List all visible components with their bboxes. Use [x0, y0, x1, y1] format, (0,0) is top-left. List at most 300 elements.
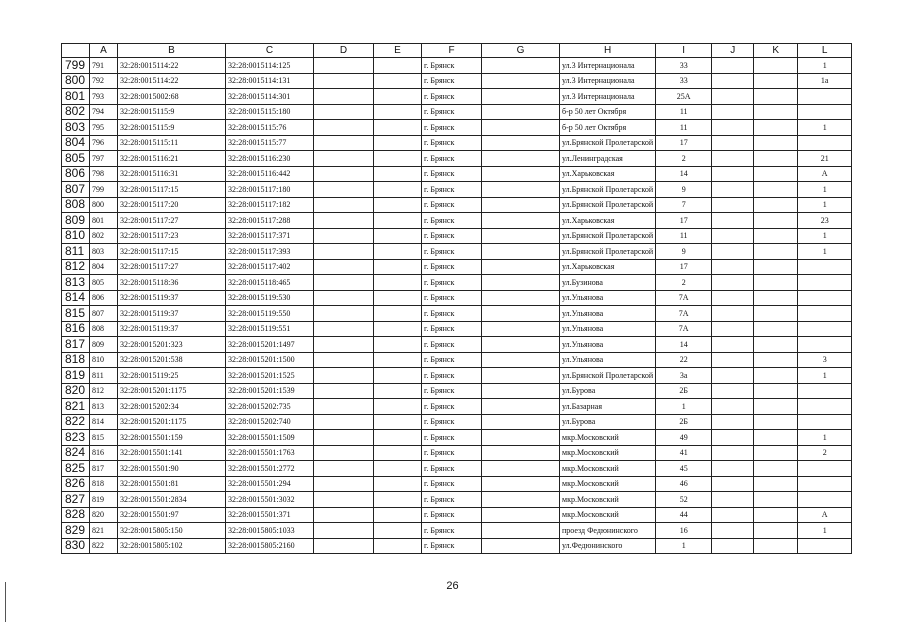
cell-e [374, 182, 422, 198]
table-row [62, 259, 852, 275]
cell-j [712, 290, 754, 306]
row-number: 827 [62, 492, 90, 508]
cell-h: ул.Брянской Пролетарской [560, 244, 656, 260]
cell-k [754, 399, 798, 415]
cell-c: 32:28:0015115:76 [226, 120, 314, 136]
cell-h: ул.Бузинова [560, 275, 656, 291]
row-number: 817 [62, 337, 90, 353]
cell-h: ул.Бурова [560, 414, 656, 430]
cell-k [754, 104, 798, 120]
cell-f: г. Брянск [422, 507, 482, 523]
cell-d [314, 368, 374, 384]
cell-e [374, 538, 422, 554]
cell-f: г. Брянск [422, 414, 482, 430]
cell-l [798, 89, 852, 105]
cell-k [754, 507, 798, 523]
cell-d [314, 352, 374, 368]
cell-l [798, 414, 852, 430]
page-number: 26 [446, 580, 459, 592]
row-number: 830 [62, 538, 90, 554]
cell-d [314, 523, 374, 539]
cell-j [712, 461, 754, 477]
cell-g [482, 337, 560, 353]
cell-d [314, 445, 374, 461]
cell-a: 819 [90, 492, 118, 508]
cell-h: мкр.Московский [560, 445, 656, 461]
cell-j [712, 182, 754, 198]
cell-h: ул.Ульянова [560, 290, 656, 306]
cell-c: 32:28:0015201:1497 [226, 337, 314, 353]
cell-b: 32:28:0015201:1175 [118, 414, 226, 430]
cell-b: 32:28:0015501:159 [118, 430, 226, 446]
table-row [62, 275, 852, 291]
cell-g [482, 321, 560, 337]
cell-d [314, 166, 374, 182]
row-number: 826 [62, 476, 90, 492]
cell-g [482, 120, 560, 136]
cell-h: ул.Бурова [560, 383, 656, 399]
cell-a: 791 [90, 58, 118, 74]
cell-g [482, 197, 560, 213]
cell-a: 801 [90, 213, 118, 229]
cell-e [374, 135, 422, 151]
cell-a: 803 [90, 244, 118, 260]
table-row [62, 104, 852, 120]
cell-e [374, 321, 422, 337]
table-row [62, 337, 852, 353]
cell-b: 32:28:0015501:97 [118, 507, 226, 523]
cell-b: 32:28:0015805:150 [118, 523, 226, 539]
cell-k [754, 414, 798, 430]
cell-a: 806 [90, 290, 118, 306]
cell-c: 32:28:0015201:1539 [226, 383, 314, 399]
cell-b: 32:28:0015118:36 [118, 275, 226, 291]
cell-f: г. Брянск [422, 228, 482, 244]
cell-l: 3 [798, 352, 852, 368]
cell-b: 32:28:0015119:25 [118, 368, 226, 384]
cell-l: 1 [798, 228, 852, 244]
cell-h: ул.3 Интернационала [560, 73, 656, 89]
cell-h: ул.Ульянова [560, 352, 656, 368]
cell-c: 32:28:0015117:288 [226, 213, 314, 229]
cell-k [754, 430, 798, 446]
cell-l: 1 [798, 523, 852, 539]
cell-j [712, 492, 754, 508]
cell-d [314, 492, 374, 508]
cell-h: проезд Федюнинского [560, 523, 656, 539]
cell-b: 32:28:0015501:81 [118, 476, 226, 492]
cell-k [754, 445, 798, 461]
table-row [62, 182, 852, 198]
row-number: 825 [62, 461, 90, 477]
cell-d [314, 337, 374, 353]
cell-d [314, 135, 374, 151]
cell-i: 49 [656, 430, 712, 446]
cell-c: 32:28:0015116:230 [226, 151, 314, 167]
cell-b: 32:28:0015201:1175 [118, 383, 226, 399]
cell-c: 32:28:0015805:1033 [226, 523, 314, 539]
row-number: 829 [62, 523, 90, 539]
cell-i: 1 [656, 399, 712, 415]
row-number: 800 [62, 73, 90, 89]
cell-j [712, 306, 754, 322]
row-number: 806 [62, 166, 90, 182]
table-row [62, 120, 852, 136]
cell-i: 2Б [656, 383, 712, 399]
cell-g [482, 538, 560, 554]
table-row [62, 352, 852, 368]
cell-a: 796 [90, 135, 118, 151]
cell-j [712, 104, 754, 120]
cell-k [754, 368, 798, 384]
cell-a: 822 [90, 538, 118, 554]
cell-f: г. Брянск [422, 290, 482, 306]
table-row [62, 445, 852, 461]
cell-c: 32:28:0015115:180 [226, 104, 314, 120]
cell-f: г. Брянск [422, 523, 482, 539]
row-number: 820 [62, 383, 90, 399]
cell-c: 32:28:0015202:735 [226, 399, 314, 415]
corner-cell [62, 44, 90, 58]
cell-i: 3а [656, 368, 712, 384]
row-number: 802 [62, 104, 90, 120]
cell-k [754, 120, 798, 136]
cell-f: г. Брянск [422, 259, 482, 275]
cell-i: 33 [656, 58, 712, 74]
cell-c: 32:28:0015118:465 [226, 275, 314, 291]
cell-l [798, 259, 852, 275]
table-row [62, 228, 852, 244]
row-number: 813 [62, 275, 90, 291]
cell-l [798, 383, 852, 399]
cell-i: 2Б [656, 414, 712, 430]
cell-c: 32:28:0015501:1763 [226, 445, 314, 461]
row-number: 803 [62, 120, 90, 136]
cell-g [482, 228, 560, 244]
cell-c: 32:28:0015116:442 [226, 166, 314, 182]
cell-a: 807 [90, 306, 118, 322]
cell-h: мкр.Московский [560, 507, 656, 523]
column-header: H [560, 44, 656, 58]
column-header: A [90, 44, 118, 58]
cell-g [482, 476, 560, 492]
cell-e [374, 476, 422, 492]
row-number: 804 [62, 135, 90, 151]
cell-j [712, 135, 754, 151]
cell-l [798, 321, 852, 337]
cell-j [712, 197, 754, 213]
cell-i: 9 [656, 244, 712, 260]
cell-j [712, 414, 754, 430]
spreadsheet-table [61, 43, 852, 554]
cell-d [314, 58, 374, 74]
table-row [62, 73, 852, 89]
cell-g [482, 244, 560, 260]
cell-i: 2 [656, 151, 712, 167]
cell-f: г. Брянск [422, 197, 482, 213]
cell-d [314, 182, 374, 198]
cell-h: ул.Брянской Пролетарской [560, 135, 656, 151]
cell-b: 32:28:0015501:141 [118, 445, 226, 461]
cell-c: 32:28:0015114:125 [226, 58, 314, 74]
cell-j [712, 259, 754, 275]
cell-a: 818 [90, 476, 118, 492]
cell-j [712, 89, 754, 105]
table-row [62, 523, 852, 539]
cell-i: 14 [656, 337, 712, 353]
cell-i: 45 [656, 461, 712, 477]
cell-i: 7А [656, 290, 712, 306]
cell-h: ул.Брянской Пролетарской [560, 182, 656, 198]
cell-e [374, 368, 422, 384]
cell-d [314, 461, 374, 477]
table-row [62, 399, 852, 415]
cell-l [798, 399, 852, 415]
cell-k [754, 166, 798, 182]
cell-g [482, 492, 560, 508]
cell-a: 802 [90, 228, 118, 244]
cell-g [482, 507, 560, 523]
cell-i: 11 [656, 104, 712, 120]
column-header: B [118, 44, 226, 58]
column-header-row [62, 44, 852, 58]
column-header: I [656, 44, 712, 58]
cell-h: мкр.Московский [560, 476, 656, 492]
cell-j [712, 151, 754, 167]
cell-a: 808 [90, 321, 118, 337]
column-header: G [482, 44, 560, 58]
cell-j [712, 228, 754, 244]
cell-g [482, 445, 560, 461]
cell-e [374, 445, 422, 461]
cell-i: 22 [656, 352, 712, 368]
row-number: 814 [62, 290, 90, 306]
cell-a: 821 [90, 523, 118, 539]
cell-a: 800 [90, 197, 118, 213]
cell-f: г. Брянск [422, 368, 482, 384]
cell-f: г. Брянск [422, 461, 482, 477]
table-row [62, 507, 852, 523]
cell-l [798, 290, 852, 306]
cell-l: 21 [798, 151, 852, 167]
cell-e [374, 352, 422, 368]
cell-d [314, 104, 374, 120]
cell-i: 17 [656, 259, 712, 275]
cell-l: 1 [798, 368, 852, 384]
cell-b: 32:28:0015115:9 [118, 120, 226, 136]
column-header: E [374, 44, 422, 58]
cell-k [754, 352, 798, 368]
cell-e [374, 523, 422, 539]
cell-i: 7 [656, 197, 712, 213]
cell-f: г. Брянск [422, 430, 482, 446]
cell-c: 32:28:0015114:301 [226, 89, 314, 105]
cell-j [712, 73, 754, 89]
row-number: 824 [62, 445, 90, 461]
cell-k [754, 290, 798, 306]
row-number: 805 [62, 151, 90, 167]
row-number: 819 [62, 368, 90, 384]
cell-e [374, 104, 422, 120]
cell-c: 32:28:0015501:294 [226, 476, 314, 492]
column-header: C [226, 44, 314, 58]
cell-b: 32:28:0015114:22 [118, 73, 226, 89]
cell-a: 816 [90, 445, 118, 461]
table-row [62, 538, 852, 554]
table-row [62, 414, 852, 430]
cell-a: 815 [90, 430, 118, 446]
cell-f: г. Брянск [422, 120, 482, 136]
table-row [62, 151, 852, 167]
cell-d [314, 399, 374, 415]
cell-d [314, 259, 374, 275]
cell-h: ул.Харьковская [560, 213, 656, 229]
cell-k [754, 73, 798, 89]
cell-l [798, 492, 852, 508]
cell-e [374, 306, 422, 322]
cell-k [754, 383, 798, 399]
cell-e [374, 414, 422, 430]
cell-j [712, 430, 754, 446]
column-header: K [754, 44, 798, 58]
cell-d [314, 321, 374, 337]
cell-h: б-р 50 лет Октября [560, 104, 656, 120]
cell-b: 32:28:0015117:27 [118, 213, 226, 229]
cell-i: 25А [656, 89, 712, 105]
cell-j [712, 523, 754, 539]
cell-c: 32:28:0015501:1509 [226, 430, 314, 446]
cell-k [754, 213, 798, 229]
cell-c: 32:28:0015117:371 [226, 228, 314, 244]
cell-a: 792 [90, 73, 118, 89]
cell-e [374, 166, 422, 182]
cell-d [314, 197, 374, 213]
cell-i: 16 [656, 523, 712, 539]
cell-b: 32:28:0015116:31 [118, 166, 226, 182]
cell-d [314, 73, 374, 89]
row-number: 807 [62, 182, 90, 198]
cell-l: 23 [798, 213, 852, 229]
cell-d [314, 89, 374, 105]
cell-i: 33 [656, 73, 712, 89]
cell-f: г. Брянск [422, 58, 482, 74]
cell-h: ул.Брянской Пролетарской [560, 197, 656, 213]
cell-h: ул.Ульянова [560, 321, 656, 337]
cell-e [374, 275, 422, 291]
cell-l [798, 337, 852, 353]
cell-k [754, 321, 798, 337]
cell-g [482, 461, 560, 477]
cell-k [754, 228, 798, 244]
row-number: 828 [62, 507, 90, 523]
cell-e [374, 290, 422, 306]
cell-d [314, 383, 374, 399]
cell-a: 812 [90, 383, 118, 399]
cell-c: 32:28:0015201:1525 [226, 368, 314, 384]
cell-a: 799 [90, 182, 118, 198]
cell-e [374, 507, 422, 523]
cell-c: 32:28:0015119:551 [226, 321, 314, 337]
cell-e [374, 73, 422, 89]
table-row [62, 306, 852, 322]
cell-b: 32:28:0015805:102 [118, 538, 226, 554]
cell-j [712, 58, 754, 74]
cell-d [314, 120, 374, 136]
cell-b: 32:28:0015117:15 [118, 244, 226, 260]
table-row [62, 89, 852, 105]
cell-e [374, 120, 422, 136]
cell-c: 32:28:0015117:393 [226, 244, 314, 260]
cell-j [712, 213, 754, 229]
cell-d [314, 275, 374, 291]
cell-c: 32:28:0015201:1500 [226, 352, 314, 368]
cell-g [482, 104, 560, 120]
cell-k [754, 58, 798, 74]
cell-e [374, 244, 422, 260]
cell-h: мкр.Московский [560, 430, 656, 446]
cell-g [482, 135, 560, 151]
cell-d [314, 213, 374, 229]
cell-f: г. Брянск [422, 182, 482, 198]
cell-h: ул.3 Интернационала [560, 58, 656, 74]
cell-g [482, 352, 560, 368]
cell-i: 17 [656, 213, 712, 229]
cell-h: ул.Харьковская [560, 259, 656, 275]
cell-d [314, 290, 374, 306]
cell-l [798, 476, 852, 492]
cell-j [712, 337, 754, 353]
cell-j [712, 166, 754, 182]
cell-f: г. Брянск [422, 476, 482, 492]
column-header: J [712, 44, 754, 58]
cell-k [754, 476, 798, 492]
cell-h: мкр.Московский [560, 492, 656, 508]
cell-a: 811 [90, 368, 118, 384]
cell-a: 794 [90, 104, 118, 120]
cell-i: 7А [656, 321, 712, 337]
cell-f: г. Брянск [422, 306, 482, 322]
cell-a: 814 [90, 414, 118, 430]
cell-k [754, 275, 798, 291]
cell-a: 817 [90, 461, 118, 477]
cell-i: 44 [656, 507, 712, 523]
cell-b: 32:28:0015201:538 [118, 352, 226, 368]
cell-g [482, 73, 560, 89]
cell-j [712, 507, 754, 523]
cell-d [314, 538, 374, 554]
cell-j [712, 476, 754, 492]
cell-k [754, 197, 798, 213]
cell-c: 32:28:0015202:740 [226, 414, 314, 430]
cell-l [798, 275, 852, 291]
cell-j [712, 244, 754, 260]
cell-l: 1а [798, 73, 852, 89]
cell-f: г. Брянск [422, 213, 482, 229]
cell-h: ул.Ульянова [560, 337, 656, 353]
cell-e [374, 461, 422, 477]
cell-f: г. Брянск [422, 166, 482, 182]
cell-j [712, 538, 754, 554]
cell-l: 1 [798, 244, 852, 260]
cell-a: 820 [90, 507, 118, 523]
cell-i: 9 [656, 182, 712, 198]
row-number: 801 [62, 89, 90, 105]
cell-f: г. Брянск [422, 399, 482, 415]
cell-e [374, 337, 422, 353]
row-number: 810 [62, 228, 90, 244]
table-row [62, 383, 852, 399]
cell-k [754, 244, 798, 260]
